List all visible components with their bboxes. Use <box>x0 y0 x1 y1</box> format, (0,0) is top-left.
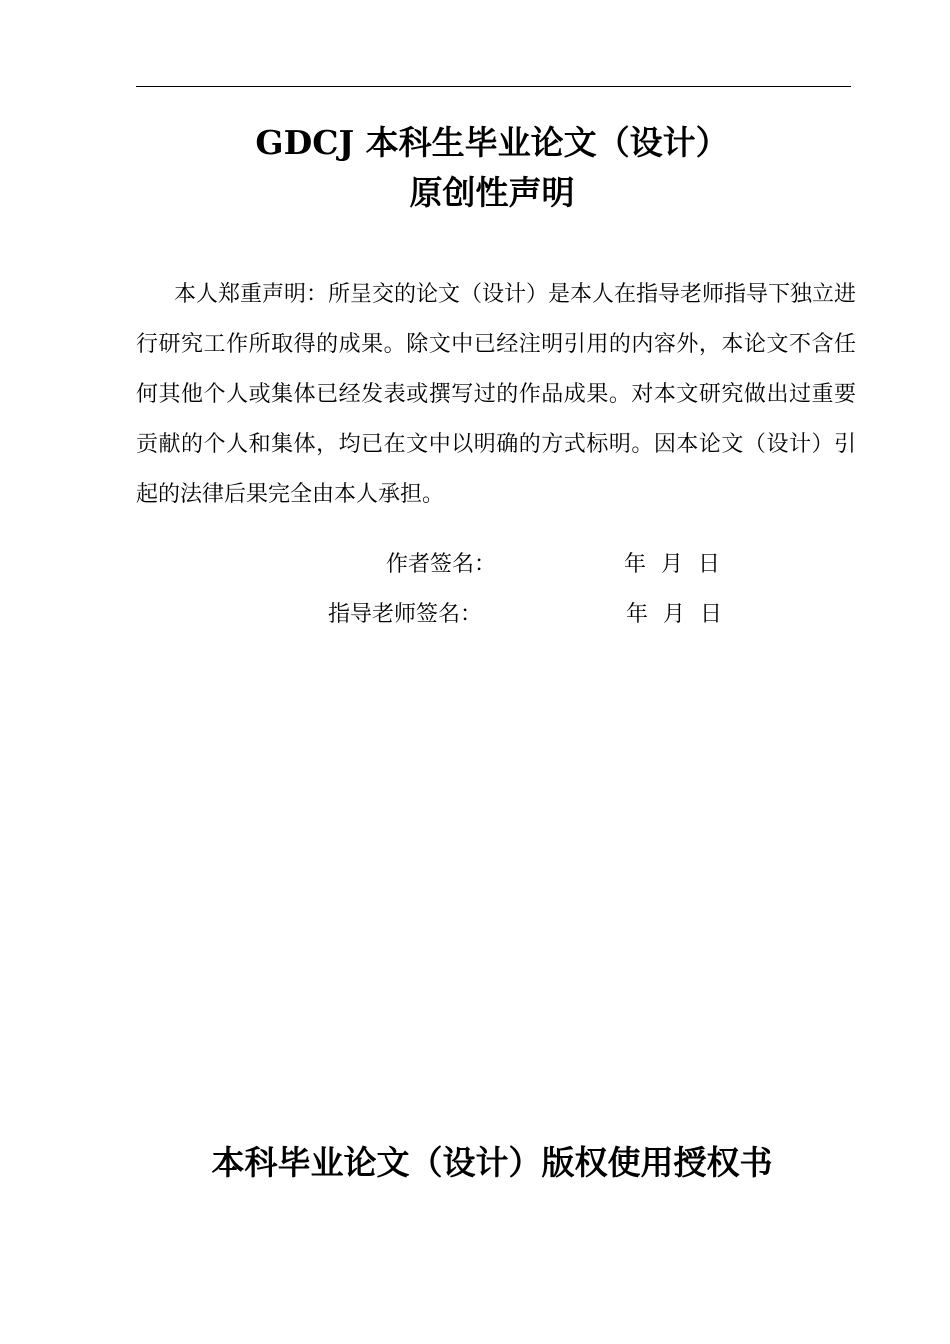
date-month-label: 月 <box>663 602 686 627</box>
author-signature-date <box>624 550 720 580</box>
header-rule <box>136 86 851 87</box>
advisor-signature-date <box>626 600 722 630</box>
copyright-section-title: 本科毕业论文（设计）版权使用授权书 <box>211 1143 773 1182</box>
document-subtitle: 原创性声明 <box>409 173 575 212</box>
advisor-signature-label: 指导老师签名： <box>328 602 483 627</box>
date-day-label: 日 <box>698 552 721 577</box>
date-year-label: 年 <box>624 552 647 577</box>
declaration-paragraph: 本人郑重声明：所呈交的论文（设计）是本人在指导老师指导下独立进行研究工作所取得的成果。除文中已经注明引用的内容外，本论文不含任何其他个人或集体已经发表或撰写过的作品成果。对本文研究做出过重要贡献的个人和集体，均已在文中以明确的方式标明。因本论文（设计）引起的法律后果完全由本人承担。 <box>136 282 857 507</box>
date-day-label: 日 <box>700 602 723 627</box>
document-title: GDCJ 本科生毕业论文（设计） <box>255 123 729 162</box>
author-signature-label: 作者签名： <box>386 552 497 577</box>
date-month-label: 月 <box>661 552 684 577</box>
date-year-label: 年 <box>626 602 649 627</box>
